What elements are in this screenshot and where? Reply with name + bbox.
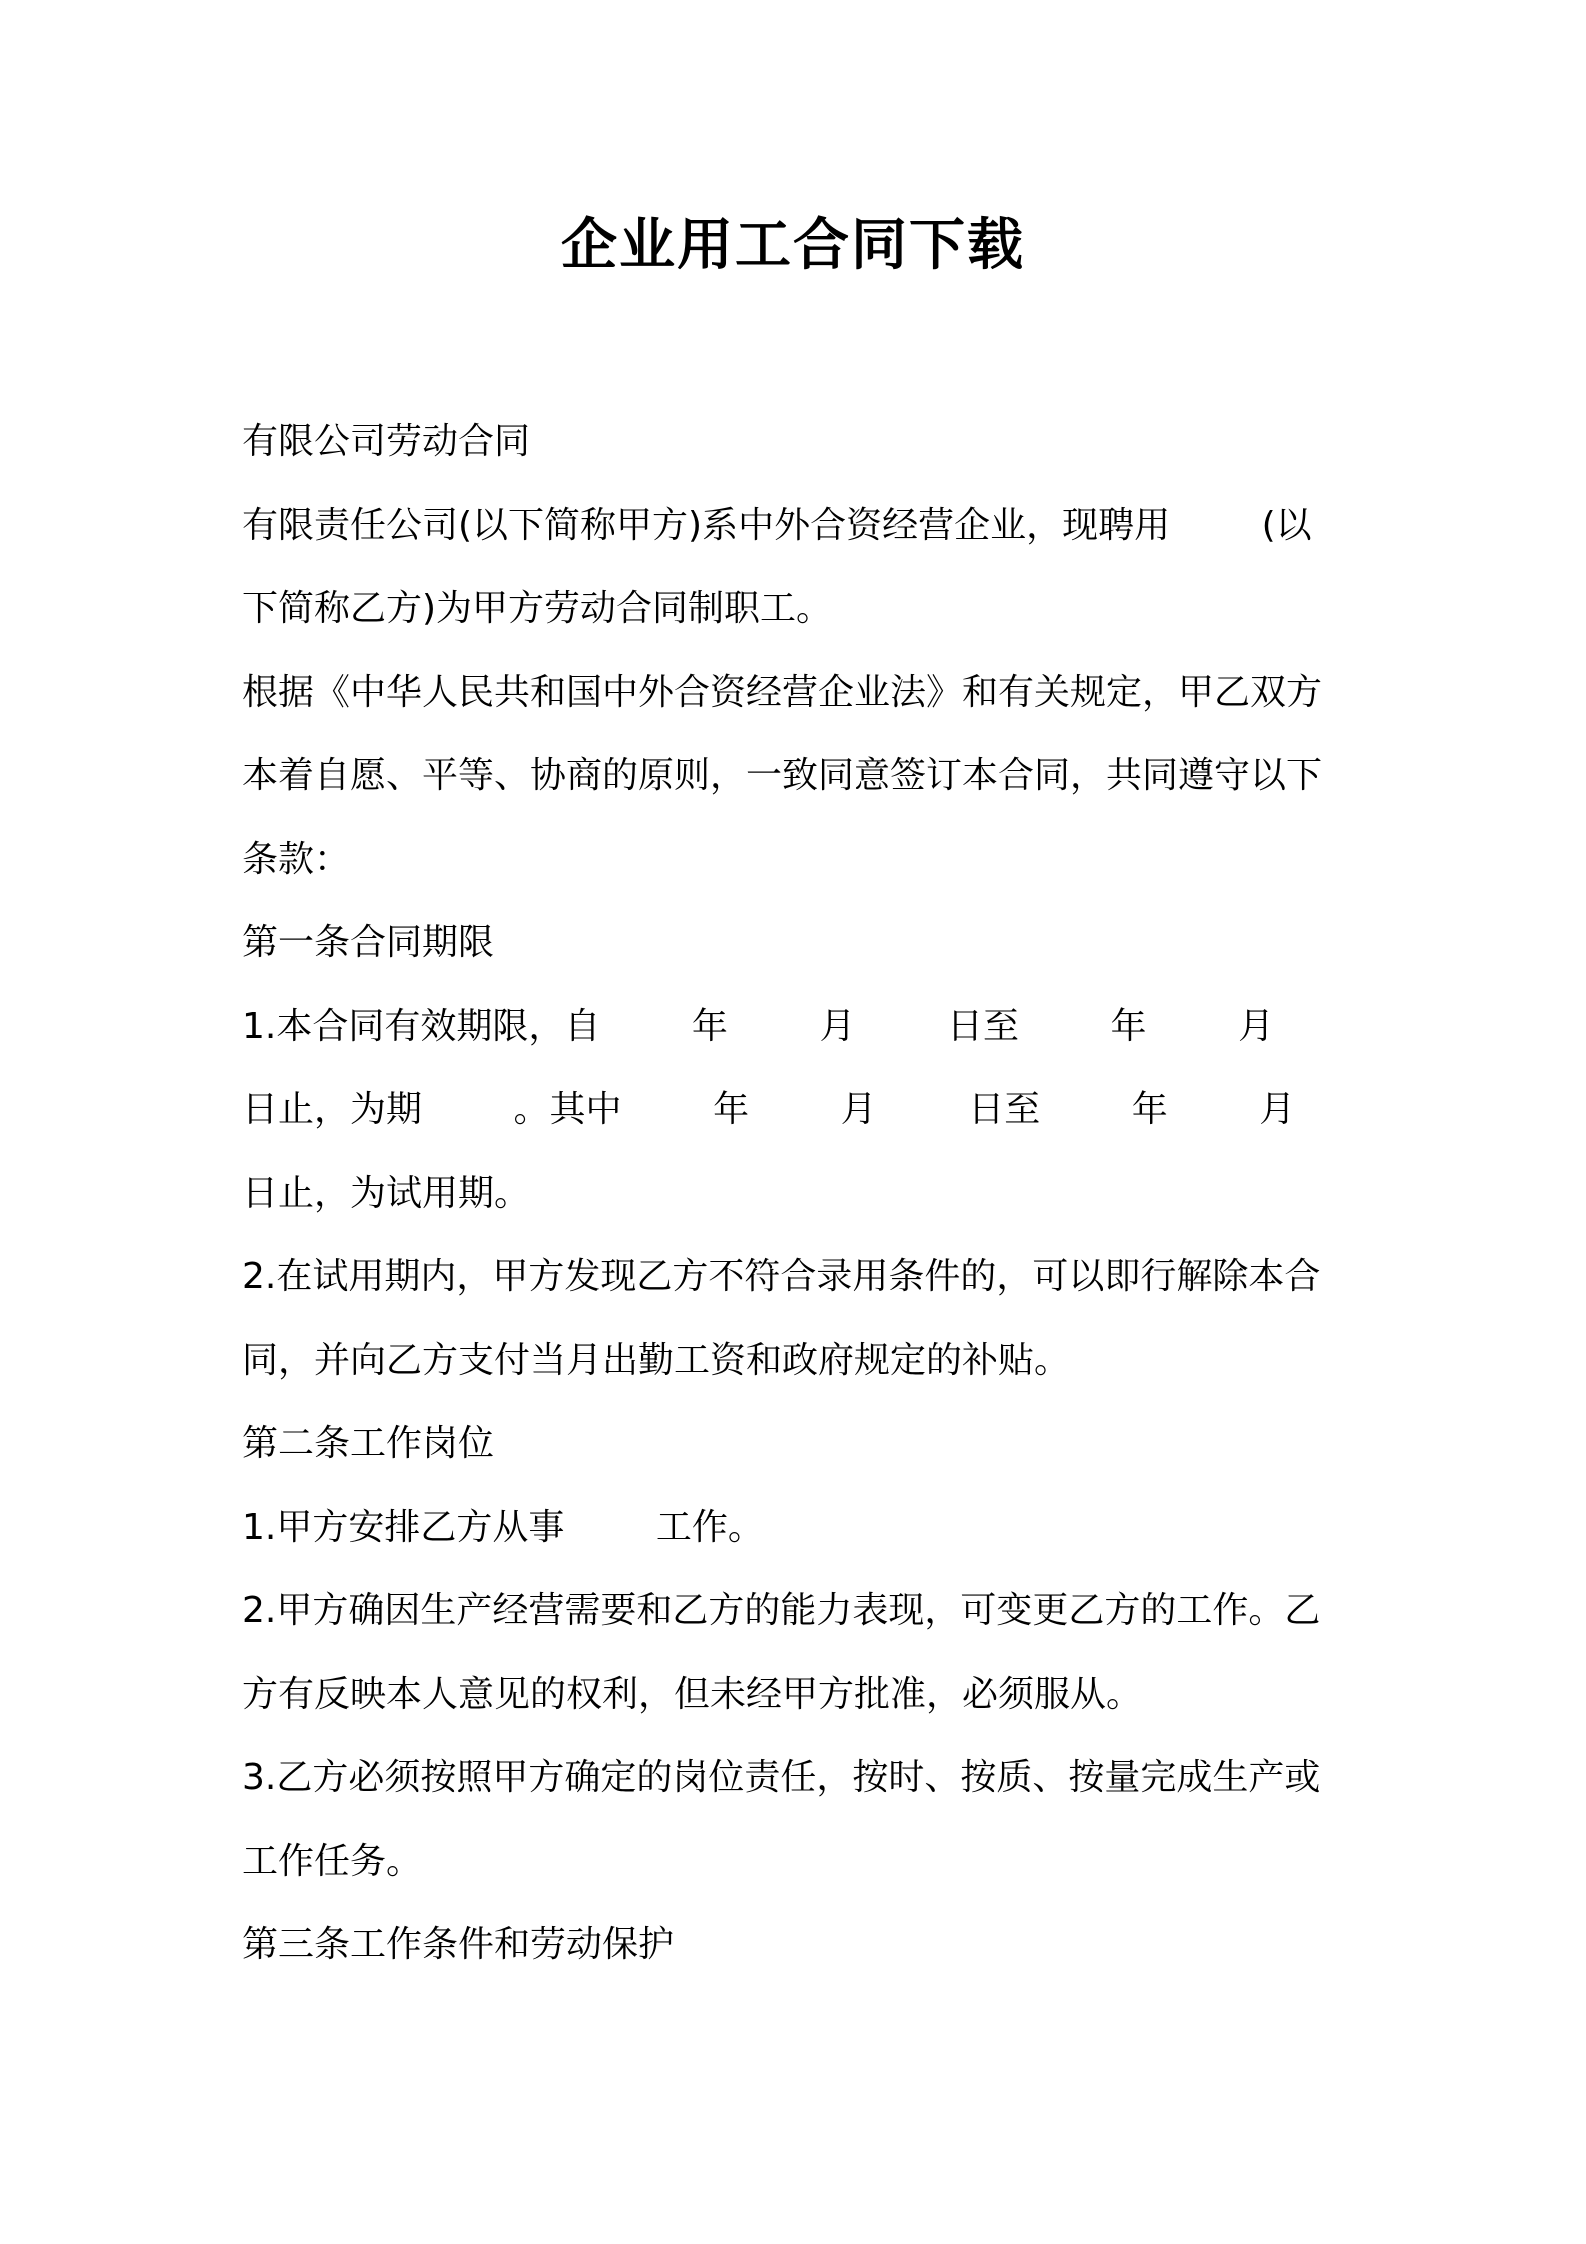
- clause-line: 1.甲方安排乙方从事 工作。: [242, 1506, 764, 1548]
- document-body: [242, 400, 1352, 1987]
- clause-line: 3.乙方必须按照甲方确定的岗位责任，按时、按质、按量完成生产或: [242, 1757, 1321, 1798]
- clause-line: 工作任务。: [242, 1840, 423, 1882]
- clause-line: 方有反映本人意见的权利，但未经甲方批准，必须服从。: [242, 1673, 1143, 1715]
- clause-line: 2.甲方确因生产经营需要和乙方的能力表现，可变更乙方的工作。乙: [242, 1590, 1321, 1631]
- paragraph-line: 下简称乙方)为甲方劳动合同制职工。: [242, 588, 833, 629]
- clause-line: 日止，为期 。其中 年 月 日至 年 月: [242, 1089, 1296, 1130]
- clause-line: 日止，为试用期。: [242, 1172, 531, 1214]
- clause-line: 同，并向乙方支付当月出勤工资和政府规定的补贴。: [242, 1339, 1071, 1381]
- paragraph-line: 有限责任公司(以下简称甲方)系中外合资经营企业，现聘用 (以: [242, 504, 1312, 546]
- clause-line: 2.在试用期内，甲方发现乙方不符合录用条件的，可以即行解除本合: [242, 1256, 1321, 1297]
- heading-company-labor-contract: 有限公司劳动合同: [242, 421, 531, 462]
- clause-line: 1.本合同有效期限，自 年 月 日至 年 月: [242, 1005, 1275, 1047]
- article-heading-work-position: 第二条工作岗位: [242, 1423, 495, 1464]
- article-heading-contract-term: 第一条合同期限: [242, 922, 495, 963]
- paragraph-line: 本着自愿、平等、协商的原则，一致同意签订本合同，共同遵守以下: [242, 755, 1323, 796]
- document-title: 企业用工合同下载: [561, 213, 1025, 278]
- article-heading-working-conditions: 第三条工作条件和劳动保护: [242, 1924, 675, 1965]
- paragraph-line: 根据《中华人民共和国中外合资经营企业法》和有关规定，甲乙双方: [242, 671, 1323, 713]
- paragraph-line: 条款：: [242, 838, 351, 880]
